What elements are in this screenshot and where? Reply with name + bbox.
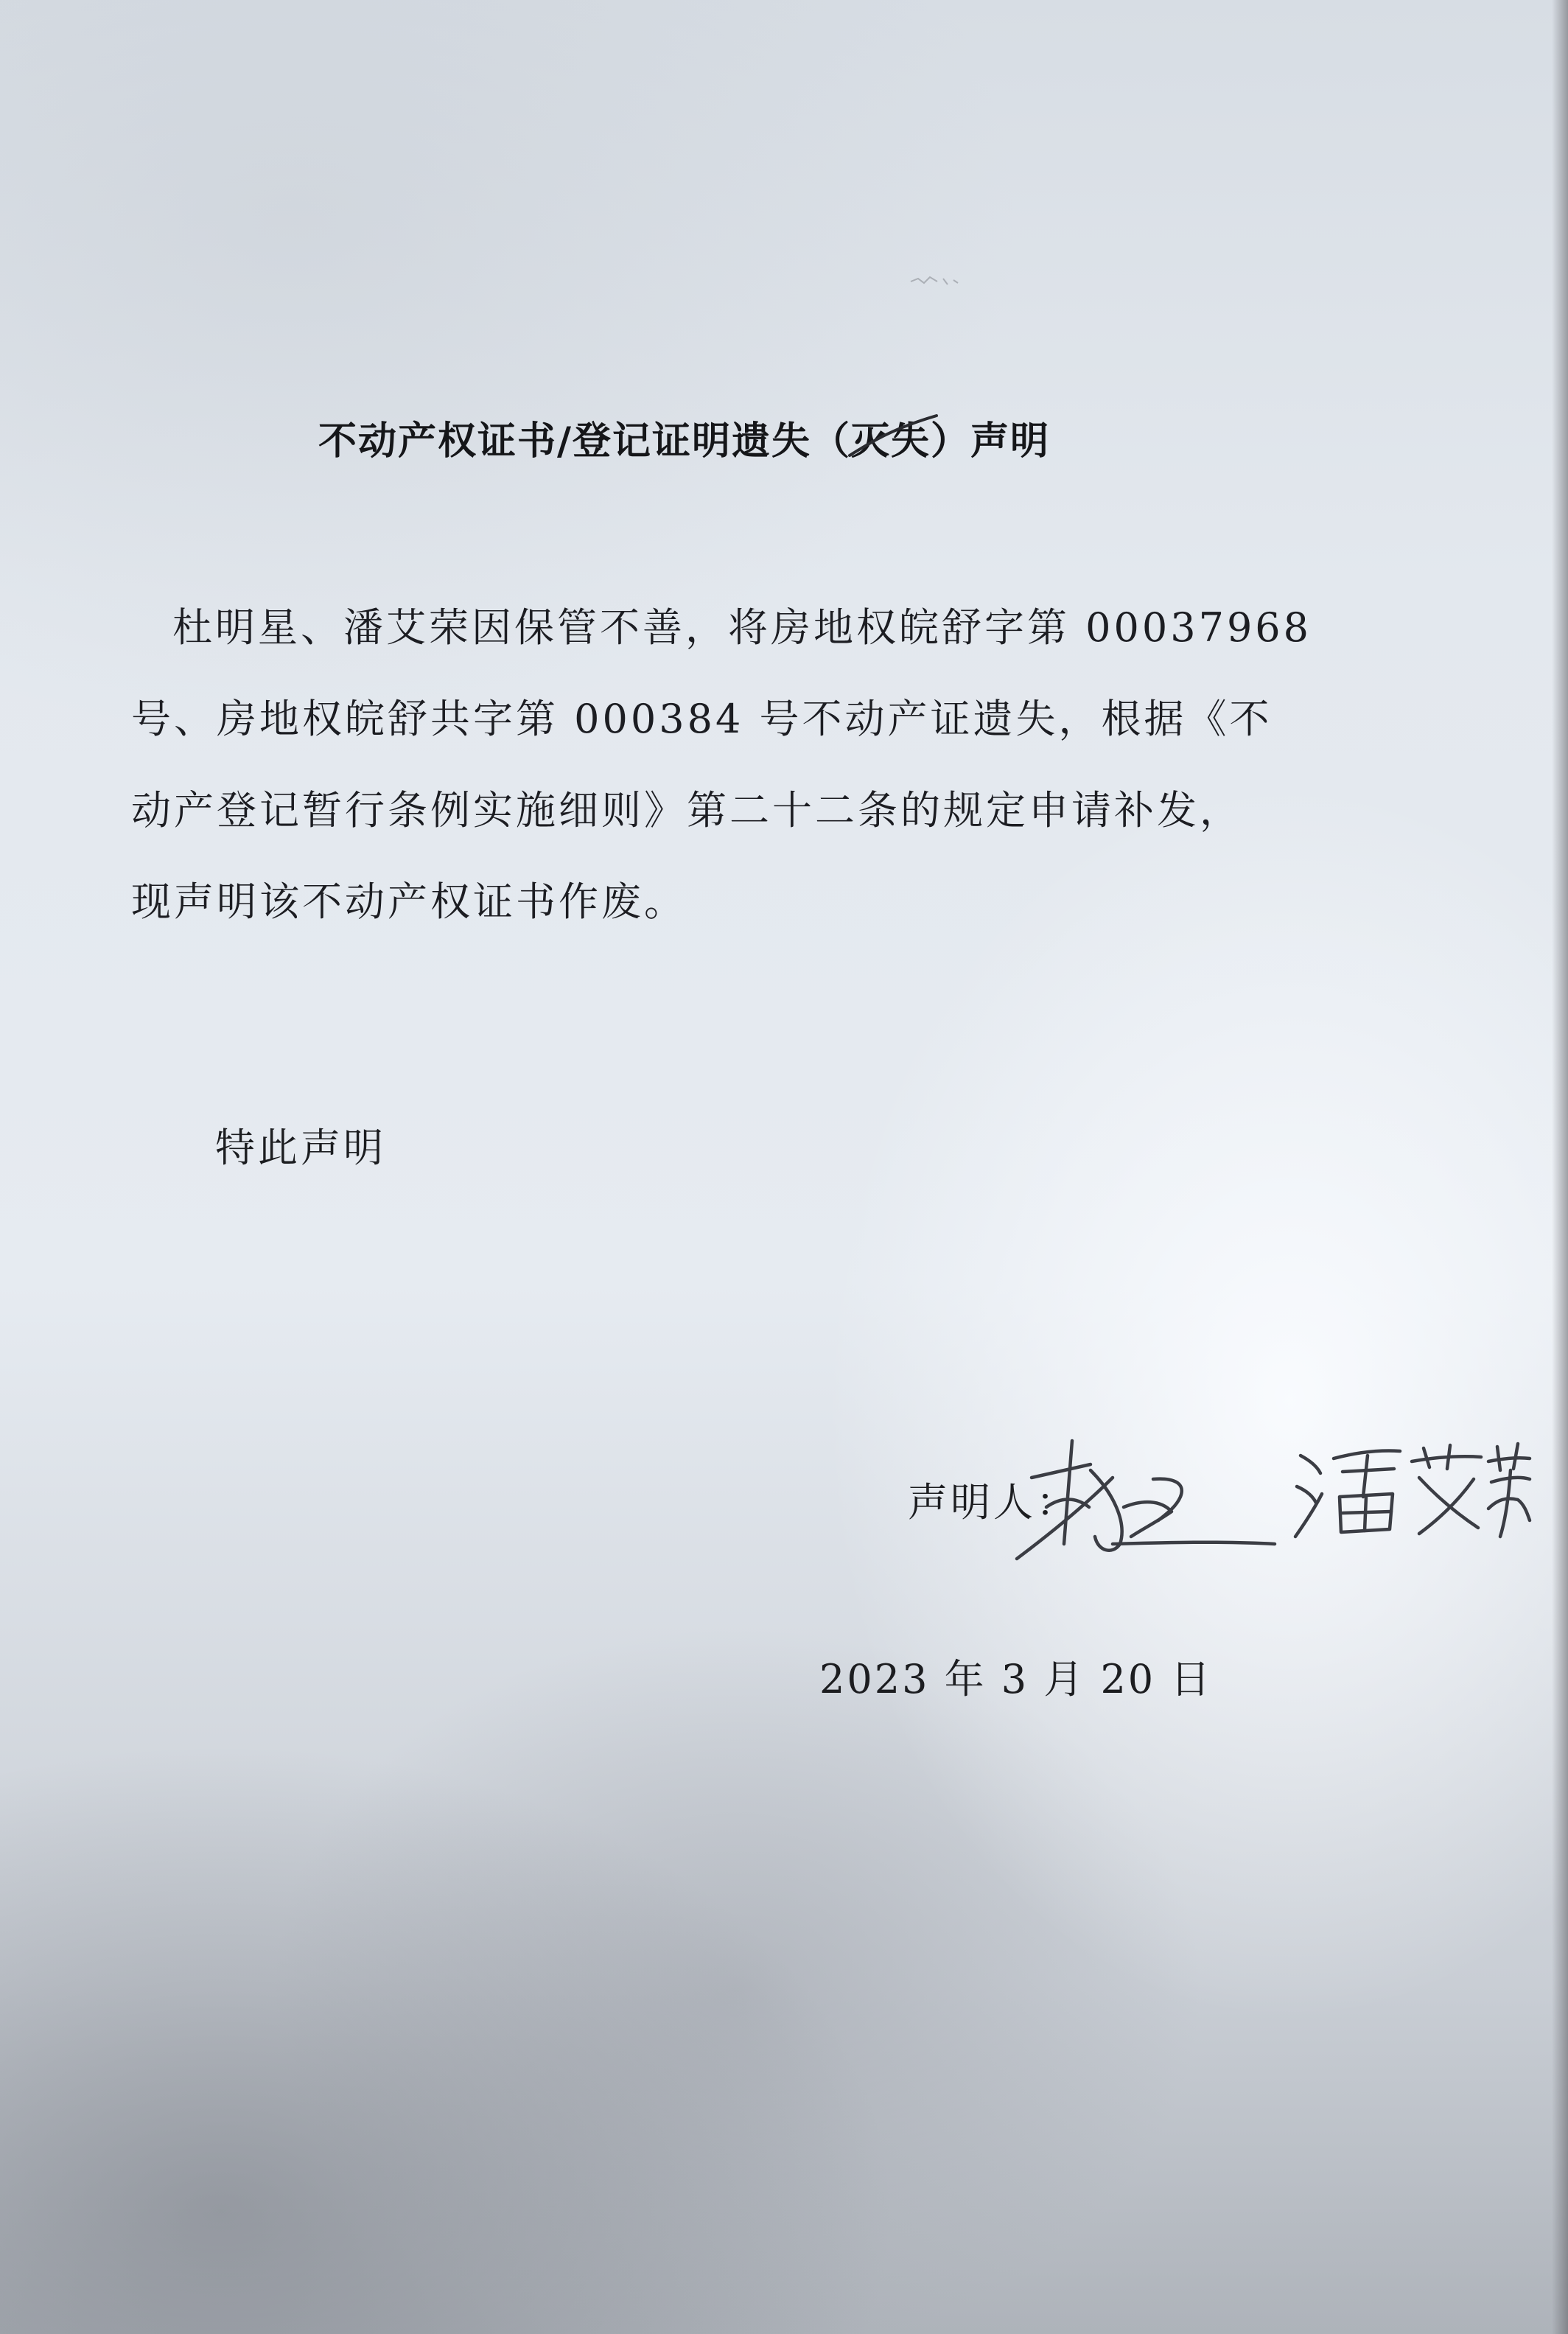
signature-name-1 <box>1223 1501 1254 1513</box>
ink-smudge <box>905 265 971 295</box>
title-struck-word <box>851 410 931 465</box>
strike-through-mark <box>847 414 942 458</box>
body-line-1: 杜明星、潘艾荣因保管不善，将房地权皖舒字第 00037968 <box>172 604 1312 651</box>
document-title <box>318 410 1050 465</box>
signature-2 <box>1295 1444 1530 1537</box>
declarant-label: 声明人： <box>908 1479 1079 1526</box>
body-paragraph <box>131 582 1310 948</box>
closing-statement: 特此声明 <box>215 1125 386 1171</box>
declaration-date: 2023 年 3 月 20 日 <box>819 1656 1213 1702</box>
title-text-end: ）声明 <box>931 419 1051 464</box>
title-text: 不动产权证书/登记证明遗失（ <box>318 419 851 464</box>
signature-name-2 <box>1257 1501 1288 1513</box>
body-line-2: 号、房地权皖舒共字第 000384 号不动产证遗失，根据《不 <box>131 696 1273 742</box>
body-line-3: 动产登记暂行条例实施细则》第二十二条的规定申请补发， <box>131 787 1242 834</box>
paper-edge-shadow <box>1552 0 1568 2334</box>
title-struck-text: 灭失 <box>851 419 931 464</box>
body-line-4: 现声明该不动产权证书作废。 <box>131 878 687 925</box>
